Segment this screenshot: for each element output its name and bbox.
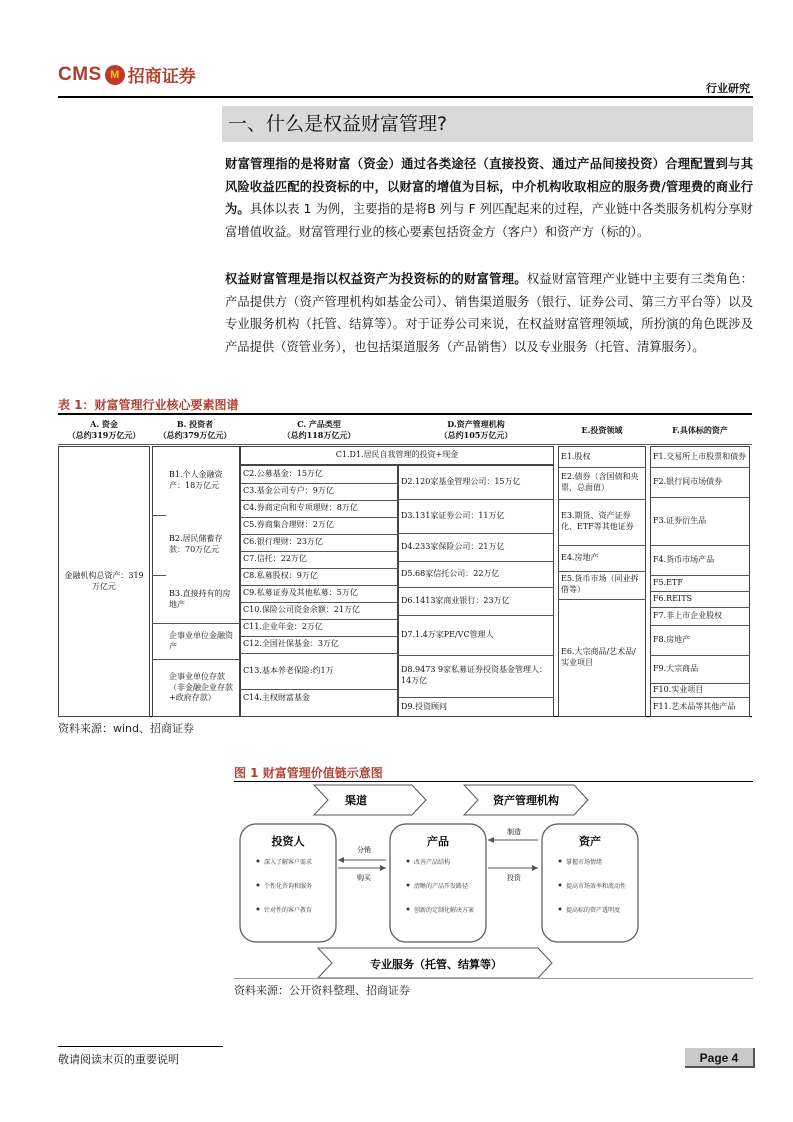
cell-b3: B3.直接持有的房地产: [169, 589, 231, 609]
cell-d-7: D8.9473 9家私募证券投资基金管理人：14万亿: [401, 665, 548, 685]
cell-f-3: F3.证券衍生品: [653, 515, 707, 525]
cell-f-5: F5.ETF: [653, 577, 683, 587]
value-chain-diagram: [234, 782, 753, 978]
cell-c-sep: [240, 568, 398, 569]
cell-b2: B2.居民储蓄存款：70万亿元: [169, 534, 223, 554]
cell-c-13: C14.主权财富基金: [243, 692, 310, 702]
cell-b4: 企事业单位金融资产: [169, 631, 233, 651]
cell-c-sep: [240, 602, 398, 603]
logo-mark-icon: M: [105, 65, 125, 85]
cell-c-6: C7.信托：22万亿: [243, 554, 307, 564]
product-items-text: 改善产品结构: [414, 859, 451, 866]
asset-label: 资产: [579, 835, 601, 848]
cell-e-2: E2.债券（含国债和央票，总面值）: [561, 472, 639, 492]
cell-c-3: C4.券商定向和专项理财：8万亿: [243, 503, 358, 513]
logo-chinese-text: 招商证券: [127, 67, 196, 87]
cell-f-sep: [650, 575, 750, 576]
b-sep-2: [152, 575, 166, 576]
cell-e-sep: [558, 467, 646, 468]
cell-f-2: F2.银行间市场债券: [653, 476, 723, 486]
page-number-badge: Page 4: [685, 1048, 755, 1068]
cell-d-sep: [398, 533, 554, 534]
asset-items-bullet-icon: [559, 908, 562, 911]
cell-c-sep: [240, 500, 398, 501]
cell-c-sep: [240, 689, 398, 690]
cell-f-sep: [650, 683, 750, 684]
header-d: [398, 417, 554, 443]
asset-items-bullet-icon: [559, 860, 562, 863]
cell-e-5: E5.货币市场（同业拆借等）: [561, 574, 639, 594]
cell-d-2: D3.131家证券公司：11万亿: [401, 510, 505, 520]
figure-title: 图 1 财富管理价值链示意图: [234, 766, 383, 780]
cell-c-10: C11.企业年金：2万亿: [243, 622, 323, 632]
b-sep-4: [152, 659, 240, 660]
distribute-label: 分销: [357, 846, 371, 854]
cell-b1: B1.个人金融资产：18万亿元: [169, 470, 223, 490]
investor-items-bullet-icon: [257, 908, 260, 911]
paragraph-1-bold: 财富管理指的是将财富（资金）通过各类途径（直接投资、通过产品间接投资）合理配置到与其风险收益匹配的投资标的中，以财富的增值为目标，中介机构收取相应的服务费/管理费的商业行为。: [225, 157, 753, 216]
header-d-title: D.资产管理机构: [447, 419, 505, 430]
header-f: [650, 417, 750, 443]
cell-d-1: D2.120家基金管理公司：15万亿: [401, 477, 521, 487]
cell-f-sep: [650, 467, 750, 468]
buy-label: 购买: [357, 874, 371, 882]
cell-c-9: C10.保险公司资金余额：21万亿: [243, 605, 361, 615]
header-a: [58, 417, 150, 443]
header-rule: [58, 444, 752, 445]
distribute-arrowhead: [338, 857, 344, 863]
investor-items-bullet-icon: [257, 860, 260, 863]
cell-c-8: C9.私募证券及其他私募：5万亿: [243, 588, 358, 598]
report-category: 行业研究: [706, 82, 750, 95]
cell-c-12: C13.基本养老保险:约1万: [243, 665, 334, 675]
cell-c-sep: [240, 483, 398, 484]
cell-c-4: C5.券商集合理财：2万亿: [243, 520, 334, 530]
figure-source: 资料来源：公开资料整理、招商证券: [234, 984, 410, 997]
cell-c-sep: [240, 653, 398, 654]
cell-e-3: E3.期货、资产证券化、ETF等其他证券: [561, 511, 634, 531]
product-items-text: 创新的定制化解决方案: [414, 907, 475, 914]
footer-notice: 敬请阅读末页的重要说明: [58, 1053, 179, 1066]
header-a-title: A. 资金: [90, 419, 118, 430]
asset-items-text: 提高市场效率和流动性: [566, 883, 627, 890]
cell-cd-self-managed: C1.D1.居民自我管理的投资+现金: [335, 450, 459, 460]
paragraph-wealth-management: [225, 153, 753, 243]
cell-c-sep: [240, 517, 398, 518]
cell-f-sep: [650, 655, 750, 656]
company-logo: [58, 62, 196, 87]
cell-d-sep: [398, 655, 554, 656]
asset-items-bullet-icon: [559, 884, 562, 887]
figure-bottom-rule: [234, 978, 753, 979]
cell-d-sep: [398, 697, 554, 698]
cell-e-sep: [558, 571, 646, 572]
asset-items-text: 掌握市场情绪: [566, 859, 603, 866]
invest-arrowhead: [532, 865, 538, 871]
cell-d-4: D5.68家信托公司：22万亿: [401, 568, 500, 578]
cell-d-sep: [398, 615, 554, 616]
cell-f-8: F8.房地产: [653, 634, 691, 644]
cell-f-sep: [650, 625, 750, 626]
channel-arrow: [314, 785, 426, 815]
cell-d-5: D6.1413家商业银行：23万亿: [401, 595, 510, 605]
cell-e-1: E1.股权: [561, 451, 591, 461]
product-label: 产品: [427, 835, 449, 848]
header-b-sub: （总约379万亿元）: [158, 430, 232, 440]
investor-items-bullet-icon: [257, 884, 260, 887]
logo-cms-text: CMS: [58, 63, 102, 85]
cell-f-sep: [650, 497, 750, 498]
header-b: [150, 417, 240, 443]
cell-e-6: E6.大宗商品/艺术品/实业项目: [561, 647, 636, 667]
header-e-title: E.投资领域: [581, 424, 623, 435]
header-c-sub: （总约118万亿元）: [282, 430, 356, 440]
invest-label: 投资: [507, 874, 521, 882]
cell-c-1: C2.公募基金：15万亿: [243, 469, 323, 479]
product-items-text: 清晰的产品开发路径: [414, 883, 469, 890]
table-source: 资料来源：wind、招商证券: [58, 722, 195, 735]
header-c-title: C. 产品类型: [297, 419, 341, 430]
cell-f-7: F7.非上市企业股权: [653, 610, 723, 620]
paragraph-2-body: 权益财富管理产业链中主要有三类角色：产品提供方（资产管理机构如基金公司）、销售渠道服务（银行、证券公司、第三方平台等）以及专业服务机构（托管、结算等）。对于证券公司来说，在权益财富管理领域，所扮演的角色既涉及产品提供（资管业务），也包括渠道服务（产品销售）以及专业服务（托管、清算服务）。: [225, 272, 753, 354]
header-b-title: B. 投资者: [176, 419, 214, 430]
cell-d-sep: [398, 587, 554, 588]
cell-f-sep: [650, 607, 750, 608]
header-a-sub: （总约319万亿元）: [67, 430, 141, 440]
cell-f-9: F9.大宗商品: [653, 663, 699, 673]
cell-b5: 企事业单位存款（非金融企业存款+政府存款）: [169, 671, 233, 703]
core-elements-table: [58, 413, 752, 717]
header-f-title: F.具体标的资产: [672, 424, 728, 435]
product-items-bullet-icon: [407, 884, 410, 887]
cell-c-sep: [240, 585, 398, 586]
paragraph-1-body: 具体以表 1 为例，主要指的是将B 列与 F 列匹配起来的过程，产业链中各类服务机构分享财富增值收益。财富管理行业的核心要素包括资金方（客户）和资产方（标的）。: [225, 202, 753, 239]
cell-f-10: F10.实业项目: [653, 684, 704, 694]
cell-e-sep: [558, 499, 646, 500]
investor-items-text: 深入了解客户需求: [264, 859, 313, 866]
channel-label: 渠道: [345, 794, 367, 807]
cell-f-sep: [650, 545, 750, 546]
cell-e-4: E4.房地产: [561, 552, 599, 562]
cell-e-sep: [558, 545, 646, 546]
header-c: [240, 417, 398, 443]
cell-c-sep: [240, 619, 398, 620]
header-e: [558, 417, 646, 443]
investor-label: 投资人: [271, 835, 305, 848]
b-sep-3: [152, 623, 240, 624]
make-label: 制造: [507, 828, 521, 836]
footer-rule: [58, 1046, 223, 1047]
section-title: 一、什么是权益财富管理?: [222, 106, 753, 142]
cell-e-sep: [558, 599, 646, 600]
cell-a-total: 金融机构总资产：319万亿元: [64, 570, 144, 591]
cell-f-4: F4.货币市场产品: [653, 554, 715, 564]
make-arrowhead: [488, 837, 494, 843]
asset-manager-label: 资产管理机构: [493, 794, 559, 807]
cell-c-sep: [240, 534, 398, 535]
paragraph-equity-wealth: [225, 268, 753, 358]
asset-items-text: 提高标的资产透明度: [566, 907, 621, 914]
investor-items-text: 个性化咨询和服务: [264, 883, 313, 890]
table-title: 表 1：财富管理行业核心要素图谱: [58, 398, 239, 412]
paragraph-2-bold: 权益财富管理是指以权益资产为投资标的的财富管理。: [225, 272, 527, 286]
cell-c-11: C12.全国社保基金：3万亿: [243, 639, 339, 649]
cell-c-sep: [240, 636, 398, 637]
cell-d-3: D4.233家保险公司：21万亿: [401, 541, 505, 551]
b-sep-1: [152, 515, 166, 516]
cell-f-11: F11.艺术品等其他产品: [653, 701, 736, 711]
product-items-bullet-icon: [407, 908, 410, 911]
cell-c-2: C3.基金公司专户：9万亿: [243, 486, 334, 496]
cell-f-6: F6.REITS: [653, 593, 693, 603]
pro-service-label: 专业服务（托管、结算等）: [370, 958, 502, 971]
cell-c-5: C6.银行理财：23万亿: [243, 537, 323, 547]
cell-d-6: D7.1.4万家PE/VC管理人: [401, 629, 494, 639]
cell-d-sep: [398, 499, 554, 500]
cell-c-7: C8.私募股权：9万亿: [243, 571, 318, 581]
header-divider: [58, 96, 753, 98]
header-d-sub: （总约105万亿元）: [439, 430, 513, 440]
cell-f-1: F1.交易所上市股票和债券: [653, 451, 747, 461]
cell-d-8: D9.投资顾问: [401, 701, 448, 711]
cell-f-sep: [650, 697, 750, 698]
cell-c-sep: [240, 551, 398, 552]
product-items-bullet-icon: [407, 860, 410, 863]
cell-f-sep: [650, 591, 750, 592]
buy-arrowhead: [380, 865, 386, 871]
investor-items-text: 针对性的客户教育: [264, 907, 313, 914]
cell-d-sep: [398, 561, 554, 562]
